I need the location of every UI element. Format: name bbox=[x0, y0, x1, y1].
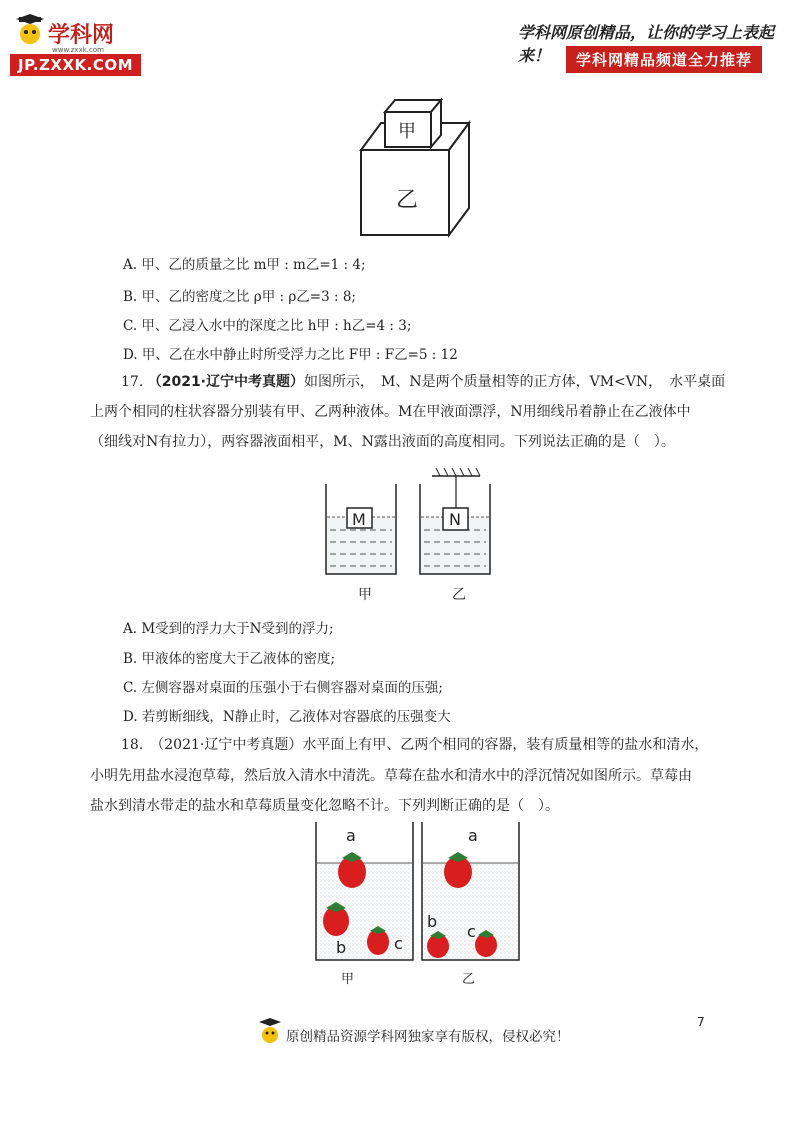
block-n-label: N bbox=[449, 510, 461, 529]
q17-line-3: （细线对N有拉力），两容器液面相平，M、N露出液面的高度相同。下列说法正确的是（ ）。 bbox=[90, 434, 675, 450]
strawberry-icon bbox=[444, 852, 472, 888]
header-slogan: 学科网原创精品，让你的学习上表起来！ bbox=[518, 23, 775, 65]
mascot-icon bbox=[258, 1018, 282, 1046]
q17-option-d: D. 若剪断细线，N静止时，乙液体对容器底的压强变大 bbox=[123, 709, 451, 725]
header-logo bbox=[8, 14, 168, 76]
q17-option-a: A. M受到的浮力大于N受到的浮力; bbox=[123, 621, 334, 637]
q17-number: 17. bbox=[121, 374, 144, 390]
mascot-icon bbox=[16, 14, 46, 48]
q17-option-c: C. 左侧容器对桌面的压强小于右侧容器对桌面的压强; bbox=[123, 680, 443, 696]
strawberry-c-left: c bbox=[394, 934, 403, 953]
strawberry-left-caption: 甲 bbox=[341, 972, 355, 987]
strawberry-right-caption: 乙 bbox=[462, 972, 476, 987]
strawberry-icon bbox=[338, 852, 366, 888]
q16-option-a: A. 甲、乙的质量之比 m甲 : m乙=1 : 4; bbox=[123, 257, 366, 273]
q18-line-1: 18. （2021·辽宁中考真题）水平面上有甲、乙两个相同的容器，装有质量相等的盐水和清水， bbox=[121, 737, 709, 753]
q17-source: （2021·辽宁中考真题） bbox=[147, 374, 305, 390]
strawberry-c-right: c bbox=[467, 922, 476, 941]
strawberry-figure bbox=[300, 820, 520, 970]
q16-option-b: B. 甲、乙的密度之比 ρ甲 : ρ乙=3 : 8; bbox=[123, 289, 356, 305]
logo-name: 学科网 bbox=[48, 23, 115, 48]
q17-text-1: 如图所示， M、N是两个质量相等的正方体，VM<VN， 水平桌面 bbox=[304, 374, 726, 390]
strawberry-a-left: a bbox=[346, 826, 356, 845]
cube-bottom-label: 乙 bbox=[396, 188, 419, 213]
container-right-caption: 乙 bbox=[452, 587, 466, 603]
q18-line-3: 盐水到清水带走的盐水和草莓质量变化忽略不计。下列判断正确的是（ ）。 bbox=[90, 798, 559, 814]
header-channel[interactable]: 学科网精品频道全力推荐 bbox=[566, 46, 762, 73]
strawberry-a-right: a bbox=[468, 826, 478, 845]
q17-line-1 bbox=[121, 371, 725, 391]
containers-mn-figure bbox=[318, 462, 498, 582]
cube-top-label: 甲 bbox=[398, 121, 416, 142]
logo-url[interactable]: JP.ZXXK.COM bbox=[10, 54, 141, 76]
strawberry-b-right: b bbox=[427, 912, 438, 931]
q18-line-2: 小明先用盐水浸泡草莓，然后放入清水中清洗。草莓在盐水和清水中的浮沉情况如图所示。草莓由 bbox=[90, 768, 692, 784]
q16-option-c: C. 甲、乙浸入水中的深度之比 h甲 : h乙=4 : 3; bbox=[123, 318, 412, 334]
container-left-caption: 甲 bbox=[358, 587, 372, 603]
q16-option-d: D. 甲、乙在水中静止时所受浮力之比 F甲 : F乙=5 : 12 bbox=[123, 347, 458, 363]
q17-line-2: 上两个相同的柱状容器分别装有甲、乙两种液体。M在甲液面漂浮，N用细线吊着静止在乙液体中 bbox=[90, 404, 691, 420]
page-number: 7 bbox=[697, 1015, 705, 1029]
footer-copyright: 原创精品资源学科网独家享有版权，侵权必究！ bbox=[286, 1029, 570, 1045]
logo-sub: www.zxxk.com bbox=[52, 46, 104, 54]
block-m-label: M bbox=[352, 510, 366, 529]
q17-option-b: B. 甲液体的密度大于乙液体的密度; bbox=[123, 651, 336, 667]
strawberry-b-left: b bbox=[336, 938, 347, 957]
